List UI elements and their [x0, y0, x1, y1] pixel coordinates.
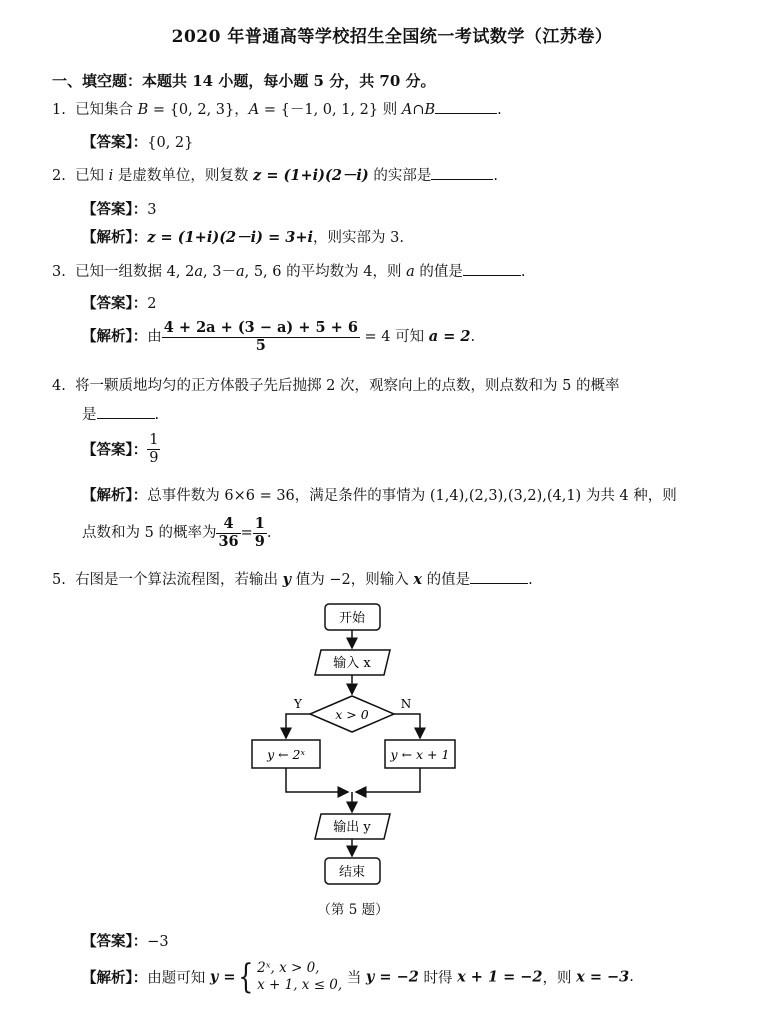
math-expr: x = −3	[576, 968, 630, 986]
fraction-numerator: 4	[216, 516, 240, 534]
question-text: , 3－	[203, 264, 236, 280]
case-line: x + 1, x ≤ 0,	[257, 977, 343, 993]
answer-tag: 【答案】：	[82, 201, 148, 218]
punct: .	[629, 969, 634, 985]
analysis-5	[82, 957, 634, 997]
punct: .	[493, 168, 499, 184]
answer-blank	[470, 569, 528, 584]
flow-end-label: 结束	[338, 865, 366, 880]
question-4	[52, 374, 619, 395]
fraction-numerator: 4 + 2a + (3 − a) + 5 + 6	[163, 319, 358, 336]
analysis-2	[82, 226, 404, 247]
brace-symbol: {	[238, 957, 254, 997]
analysis-4	[82, 484, 677, 505]
fraction-denominator: 36	[218, 532, 239, 550]
question-4-line2	[82, 403, 159, 424]
question-text: 已知一组数据 4, 2	[75, 264, 195, 280]
math-var: a	[235, 264, 245, 280]
punct: .	[470, 329, 476, 346]
answer-blank	[431, 165, 493, 180]
analysis-text: 当	[346, 970, 366, 987]
math-expr: = {－1, 0, 1, 2} 则	[259, 102, 402, 118]
fraction-denominator: 9	[254, 532, 265, 550]
math-var: i	[108, 168, 114, 184]
flow-no-label: N	[400, 697, 412, 711]
analysis-text: 由题可知	[147, 970, 210, 987]
flow-condition-label: x > 0	[335, 707, 369, 722]
flow-output-label: 输出 y	[333, 820, 371, 835]
question-text: 的值是	[414, 264, 463, 280]
math-var: y	[282, 571, 292, 588]
fraction-numerator: 1	[149, 432, 159, 448]
question-text: 是虚数单位，则复数	[113, 168, 254, 184]
fraction-denominator: 5	[255, 336, 266, 354]
answer-value: −3	[147, 934, 169, 950]
analysis-text: ，则	[542, 970, 577, 987]
question-5	[52, 568, 533, 589]
answer-1	[82, 131, 193, 152]
answer-value: 2	[147, 296, 157, 312]
question-3	[52, 260, 525, 281]
analysis-text: 由	[147, 329, 162, 346]
math-var: B	[137, 102, 149, 118]
punct: .	[266, 525, 272, 542]
math-expr: z = (1+i)(2－i)	[253, 167, 369, 184]
flow-arrow-no	[394, 714, 420, 738]
fraction	[147, 432, 160, 466]
math-var: a	[194, 264, 203, 280]
analysis-tag: 【解析】：	[82, 969, 148, 987]
question-number: 1.	[52, 102, 66, 118]
flow-arrow-merge-left	[286, 768, 348, 792]
question-text: 将一颗质地均匀的正方体骰子先后抛掷 2 次，观察向上的点数，则点数和为 5 的概率	[75, 378, 620, 394]
fraction	[253, 516, 267, 550]
math-expr: y =	[209, 968, 236, 986]
punct: .	[520, 264, 526, 280]
answer-tag: 【答案】：	[82, 295, 148, 312]
answer-3	[82, 292, 156, 313]
answer-tag: 【答案】：	[82, 441, 148, 459]
fraction	[162, 320, 360, 354]
punct: .	[497, 102, 502, 118]
math-expr: A∩B	[401, 102, 436, 118]
flowchart	[240, 596, 480, 896]
question-text: 值为 −2，则输入	[291, 572, 414, 588]
analysis-3	[82, 320, 475, 354]
math-op: =	[240, 525, 253, 542]
flow-arrow-merge-right	[356, 768, 420, 792]
fraction	[216, 516, 240, 550]
math-expr: a = 2	[428, 328, 471, 346]
piecewise-cases	[257, 960, 342, 994]
analysis-text: 时得	[418, 970, 458, 987]
figure-caption: （第 5 题）	[317, 902, 389, 918]
analysis-tag: 【解析】：	[82, 229, 148, 246]
section-heading: 一、填空题：本题共 14 小题，每小题 5 分，共 70 分。	[52, 72, 436, 90]
math-expr: = {0, 2, 3}，	[148, 102, 249, 118]
question-text: 的实部是	[368, 168, 432, 184]
math-var: x	[413, 571, 422, 588]
question-text: 是	[82, 407, 97, 423]
question-text: 已知	[75, 168, 109, 184]
answer-tag: 【答案】：	[82, 134, 148, 151]
question-number: 2.	[52, 168, 66, 184]
fraction-denominator: 9	[149, 449, 159, 466]
math-var: A	[248, 102, 260, 118]
question-number: 4.	[52, 378, 66, 394]
question-number: 5.	[52, 572, 66, 588]
math-expr: y = −2	[365, 968, 419, 986]
analysis-tag: 【解析】：	[82, 328, 148, 346]
answer-value: {0, 2}	[147, 135, 194, 151]
answer-5	[82, 930, 169, 951]
analysis-text: = 4 可知	[364, 329, 429, 346]
question-text: 右图是一个算法流程图，若输出	[75, 572, 283, 588]
math-var: a	[406, 264, 415, 280]
flow-arrow-yes	[286, 714, 310, 738]
case-line: 2ˣ, x > 0,	[257, 960, 320, 977]
page-title: 2020 年普通高等学校招生全国统一考试数学（江苏卷）	[171, 27, 613, 47]
analysis-4-line2	[82, 516, 272, 550]
flow-process-left-label: y ← 2ˣ	[267, 747, 305, 762]
question-1	[52, 98, 502, 119]
analysis-text: 点数和为 5 的概率为	[82, 525, 217, 542]
answer-blank	[463, 261, 521, 276]
analysis-text: ，则实部为 3.	[313, 230, 404, 246]
fraction-numerator: 1	[254, 515, 265, 532]
question-text: 的值是	[421, 572, 471, 588]
answer-4	[82, 432, 160, 466]
question-text: 已知集合	[75, 102, 138, 118]
analysis-tag: 【解析】：	[82, 487, 148, 504]
answer-tag: 【答案】：	[82, 933, 148, 950]
question-2	[52, 164, 498, 185]
analysis-text: 总事件数为 6×6 = 36，满足条件的事情为 (1,4),(2,3),(3,2),(4,1) 为共 4 种，则	[147, 488, 677, 504]
math-expr: x + 1 = −2	[457, 968, 543, 986]
flow-start-label: 开始	[338, 611, 366, 626]
answer-blank	[435, 99, 497, 114]
flow-yes-label: Y	[294, 697, 302, 711]
math-expr: z = (1+i)(2－i) = 3+i	[147, 229, 314, 246]
question-number: 3.	[52, 264, 66, 280]
answer-blank	[97, 404, 155, 419]
flow-process-right-label: y ← x + 1	[390, 747, 450, 762]
question-text: , 5, 6 的平均数为 4，则	[244, 264, 407, 280]
flow-input-label: 输入 x	[333, 656, 371, 671]
punct: .	[154, 407, 160, 423]
punct: .	[528, 572, 533, 588]
answer-2	[82, 198, 156, 219]
answer-value: 3	[147, 202, 157, 218]
